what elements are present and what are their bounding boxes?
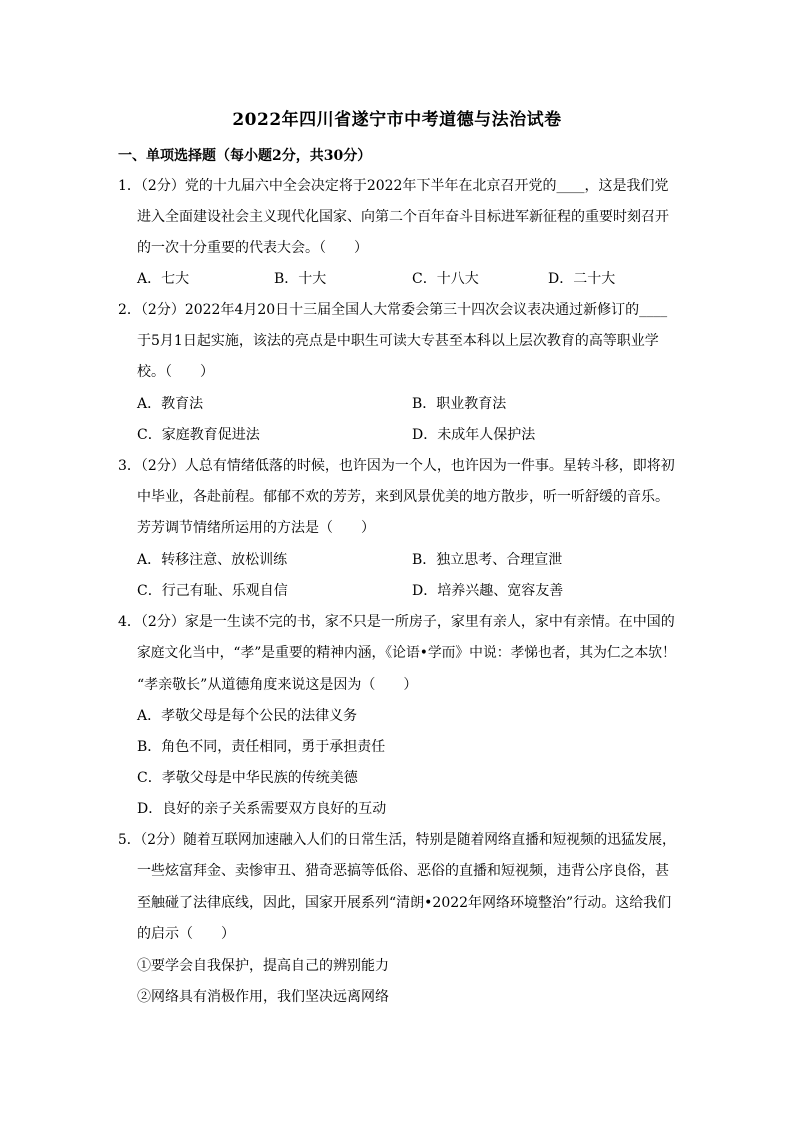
q4-line-3: “孝亲敬长”从道德角度来说这是因为（ ） <box>137 677 418 693</box>
q3-option-b: B．独立思考、合理宣泄 <box>412 552 563 568</box>
q1-option-b: B．十大 <box>274 271 327 287</box>
q3-line-3: 芳芳调节情绪所运用的方法是（ ） <box>137 520 375 536</box>
q1-option-a: A．七大 <box>137 271 190 287</box>
q2-option-d: D．未成年人保护法 <box>412 427 536 443</box>
q2-line-2: 于5月1日起实施，该法的亮点是中职生可读大专甚至本科以上层次教育的高等职业学 <box>137 333 659 349</box>
q5-statement-1: ①要学会自我保护，提高自己的辨别能力 <box>137 958 389 974</box>
q2-line-1: 2．（2分）2022年4月20日十三届全国人大常委会第三十四次会议表决通过新修订的____ <box>118 302 668 318</box>
q4-option-b: B．角色不同，责任相同，勇于承担责任 <box>137 739 386 755</box>
q1-line-3: 的一次十分重要的代表大会。（ ） <box>137 240 368 256</box>
q4-line-2: 家庭文化当中，“孝”是重要的精神内涵，《论语•学而》中说：孝悌也者，其为仁之本欤！ <box>137 645 676 661</box>
q1-line-2: 进入全面建设社会主义现代化国家、向第二个百年奋斗目标进军新征程的重要时刻召开 <box>137 209 669 225</box>
q4-option-a: A．孝敬父母是每个公民的法律义务 <box>137 708 358 724</box>
q2-option-c: C．家庭教育促进法 <box>137 427 260 443</box>
q3-option-d: D．培养兴趣、宽容友善 <box>412 583 564 599</box>
q2-line-3: 校。（ ） <box>137 364 214 380</box>
q3-line-2: 中毕业，各赴前程。郁郁不欢的芳芳，来到风景优美的地方散步，听一听舒缓的音乐。 <box>137 489 669 505</box>
q5-line-3: 至触碰了法律底线，因此，国家开展系列“清朗•2022年网络环境整治”行动。这给我们 <box>137 895 672 911</box>
q3-option-a: A．转移注意、放松训练 <box>137 552 288 568</box>
q4-option-d: D．良好的亲子关系需要双方良好的互动 <box>137 801 387 817</box>
q4-option-c: C．孝敬父母是中华民族的传统美德 <box>137 770 358 786</box>
q1-option-c: C．十八大 <box>412 271 479 287</box>
q1-option-d: D．二十大 <box>548 271 616 287</box>
q4-line-1: 4．（2分）家是一生读不完的书，家不只是一所房子，家里有亲人，家中有亲情。在中国的 <box>118 614 675 630</box>
q5-line-4: 的启示（ ） <box>137 926 235 942</box>
q3-option-c: C．行己有耻、乐观自信 <box>137 583 288 599</box>
q2-option-b: B．职业教育法 <box>412 396 507 412</box>
exam-title: 2022年四川省遂宁市中考道德与法治试卷 <box>232 110 562 130</box>
q2-option-a: A．教育法 <box>137 396 204 412</box>
q1-line-1: 1．（2分）党的十九届六中全会决定将于2022年下半年在北京召开党的____，这是我们党 <box>118 178 669 194</box>
q3-line-1: 3．（2分）人总有情绪低落的时候，也许因为一个人，也许因为一件事。星转斗移，即将初 <box>118 458 675 474</box>
q5-line-1: 5．（2分）随着互联网加速融入人们的日常生活，特别是随着网络直播和短视频的迅猛发展， <box>118 832 676 848</box>
q5-line-2: 一些炫富拜金、卖惨审丑、猎奇恶搞等低俗、恶俗的直播和短视频，违背公序良俗，甚 <box>137 863 669 879</box>
section-heading: 一、单项选择题（每小题2分，共30分） <box>118 148 372 164</box>
q5-statement-2: ②网络具有消极作用，我们坚决远离网络 <box>137 989 389 1005</box>
